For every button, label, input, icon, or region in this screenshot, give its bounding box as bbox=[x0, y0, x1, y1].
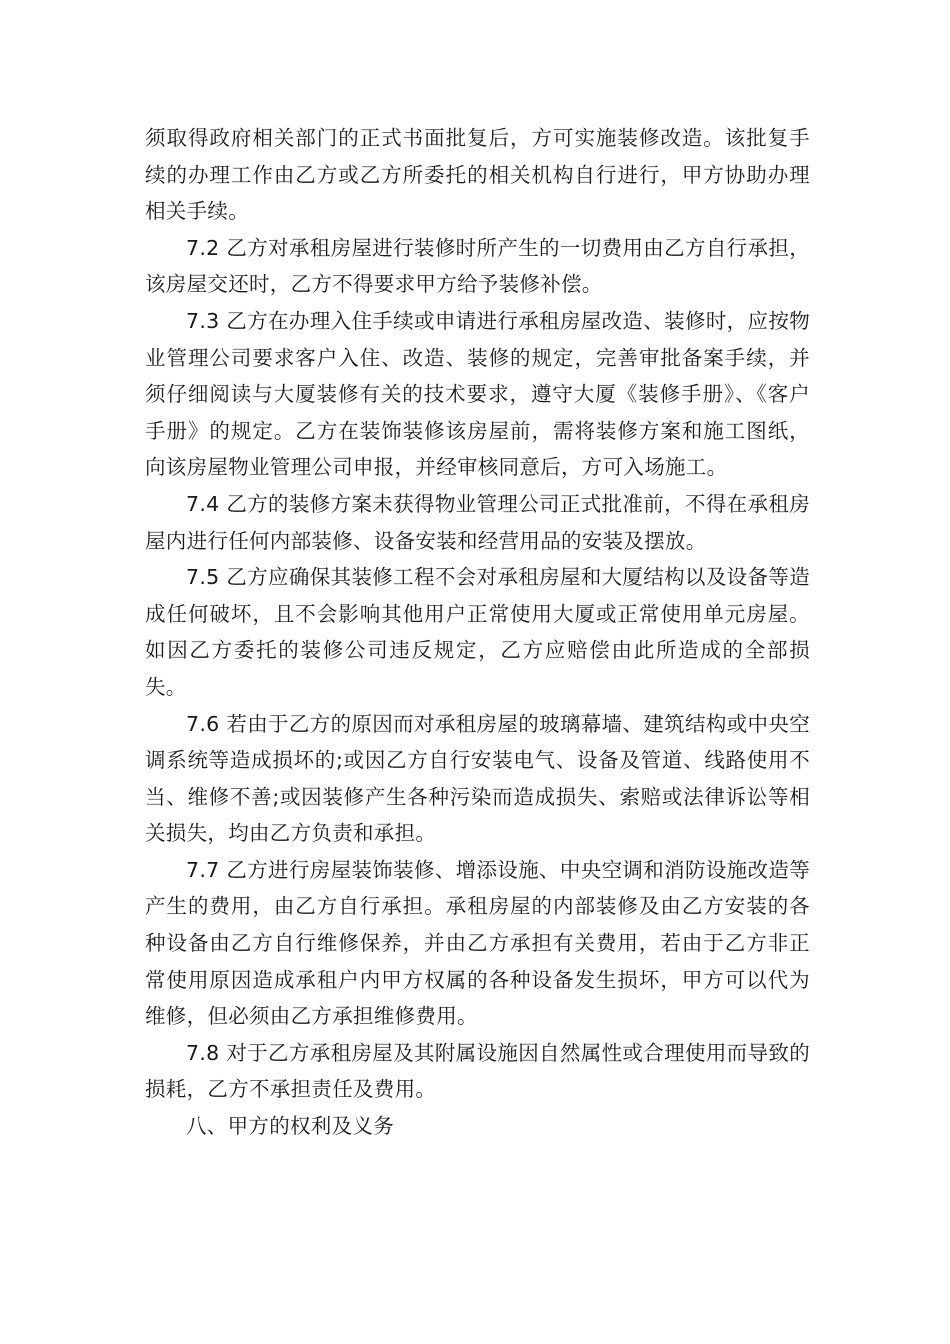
paragraph-continuation: 须取得政府相关部门的正式书面批复后，方可实施装修改造。该批复手续的办理工作由乙方或乙方所委托的相关机构自行进行，甲方协助办理相关手续。 bbox=[145, 126, 810, 224]
clause-7-6: 7.6 若由于乙方的原因而对承租房屋的玻璃幕墙、建筑结构或中央空调系统等造成损坏的;或因乙方自行安装电气、设备及管道、线路使用不当、维修不善;或因装修产生各种污染而造成损失、索赔或法律诉讼等相关损失，均由乙方负责和承担。 bbox=[145, 711, 810, 846]
section-heading-8: 八、甲方的权利及义务 bbox=[186, 1114, 394, 1139]
clause-7-2: 7.2 乙方对承租房屋进行装修时所产生的一切费用由乙方自行承担，该房屋交还时，乙方不得要求甲方给予装修补偿。 bbox=[145, 235, 810, 297]
clause-7-7: 7.7 乙方进行房屋装饰装修、增添设施、中央空调和消防设施改造等产生的费用，由乙方自行承担。承租房屋的内部装修及由乙方安装的各种设备由乙方自行维修保养，并由乙方承担有关费用，若由于乙方非正常使用原因造成承租户内甲方权属的各种设备发生损坏，甲方可以代为维修，但必须由乙方承担维修费用。 bbox=[145, 857, 810, 1029]
clause-7-8: 7.8 对于乙方承租房屋及其附属设施因自然属性或合理使用而导致的损耗，乙方不承担责任及费用。 bbox=[145, 1040, 810, 1102]
document-body bbox=[145, 120, 810, 1145]
clause-7-5: 7.5 乙方应确保其装修工程不会对承租房屋和大厦结构以及设备等造成任何破坏，且不会影响其他用户正常使用大厦或正常使用单元房屋。如因乙方委托的装修公司违反规定，乙方应赔偿由此所造成的全部损失。 bbox=[145, 565, 810, 699]
clause-7-3: 7.3 乙方在办理入住手续或申请进行承租房屋改造、装修时，应按物业管理公司要求客户入住、改造、装修的规定，完善审批备案手续，并须仔细阅读与大厦装修有关的技术要求，遵守大厦《装修手册》、《客户手册》的规定。乙方在装饰装修该房屋前，需将装修方案和施工图纸，向该房屋物业管理公司申报，并经审核同意后，方可入场施工。 bbox=[145, 308, 810, 480]
clause-7-4: 7.4 乙方的装修方案未获得物业管理公司正式批准前，不得在承租房屋内进行任何内部装修、设备安装和经营用品的安装及摆放。 bbox=[145, 491, 810, 553]
